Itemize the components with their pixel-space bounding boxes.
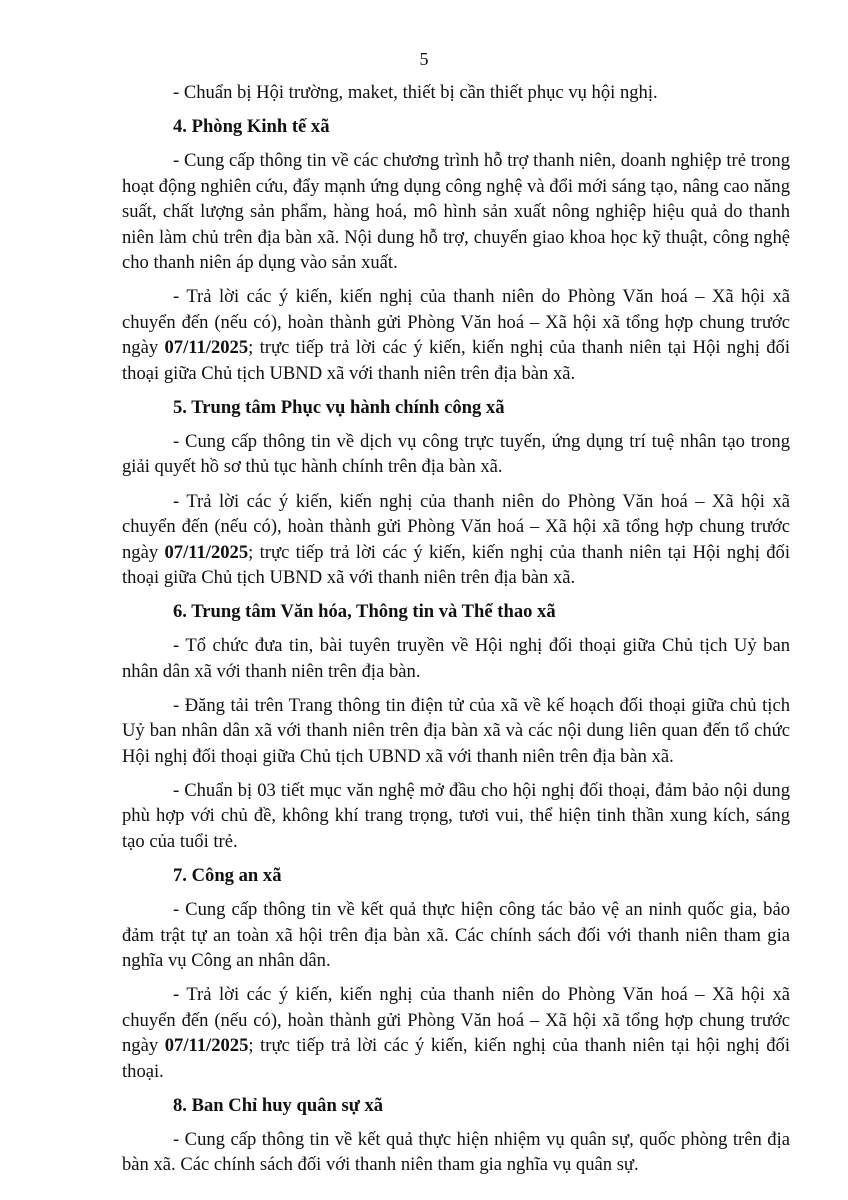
paragraph-text: ; trực tiếp trả lời các ý kiến, kiến nghị của thanh niên tại Hội nghị đối thoại giữa Chủ tịch UBND xã với thanh niên trên địa bàn xã. bbox=[122, 337, 790, 384]
document-body bbox=[122, 80, 790, 1187]
paragraph-text: - Trả lời các ý kiến, kiến nghị của thanh niên do Phòng Văn hoá – Xã hội xã chuyển đến (nếu có), hoàn thành gửi Phòng Văn hoá – Xã hội xã tổng hợp chung trước ngày bbox=[122, 286, 790, 359]
section-heading-8: 8. Ban Chỉ huy quân sự xã bbox=[173, 1094, 384, 1116]
paragraph-text: - Trả lời các ý kiến, kiến nghị của thanh niên do Phòng Văn hoá – Xã hội xã chuyển đến (nếu có), hoàn thành gửi Phòng Văn hoá – Xã hội xã tổng hợp chung trước ngày bbox=[122, 984, 790, 1057]
section-6-paragraph-2: - Đăng tải trên Trang thông tin điện tử của xã về kế hoạch đối thoại giữa chủ tịch Uỷ ban nhân dân xã với thanh niên trên địa bàn xã và các nội dung liên quan đến tổ chức Hội nghị đối thoại giữa Chủ tịch UBND xã với thanh niên trên địa bàn xã. bbox=[122, 694, 790, 767]
paragraph-text: ; trực tiếp trả lời các ý kiến, kiến nghị của thanh niên tại hội nghị đối thoại. bbox=[122, 1035, 790, 1082]
section-heading-6: 6. Trung tâm Văn hóa, Thông tin và Thể thao xã bbox=[173, 601, 556, 623]
section-7-paragraph-1: - Cung cấp thông tin về kết quả thực hiện công tác bảo vệ an ninh quốc gia, bảo đảm trật tự an toàn xã hội trên địa bàn xã. Các chính sách đối với thanh niên tham gia nghĩa vụ Công an nhân dân. bbox=[122, 899, 790, 972]
section-heading-7: 7. Công an xã bbox=[173, 865, 282, 887]
deadline-date: 07/11/2025 bbox=[164, 1035, 249, 1057]
section-7-paragraph-2 bbox=[122, 982, 790, 1084]
deadline-date: 07/11/2025 bbox=[164, 541, 249, 563]
paragraph-text: ; trực tiếp trả lời các ý kiến, kiến nghị của thanh niên tại Hội nghị đối thoại giữa Chủ tịch UBND xã với thanh niên trên địa bàn xã. bbox=[122, 541, 790, 589]
section-8-paragraph-1: - Cung cấp thông tin về kết quả thực hiện nhiệm vụ quân sự, quốc phòng trên địa bàn xã. Các chính sách đối với thanh niên tham gia nghĩa vụ quân sự. bbox=[122, 1128, 790, 1176]
section-6-paragraph-3: - Chuẩn bị 03 tiết mục văn nghệ mở đầu cho hội nghị đối thoại, đảm bảo nội dung phù hợp với chủ đề, không khí trang trọng, tươi vui, thể hiện tinh thần xung kích, sáng tạo của tuổi trẻ. bbox=[122, 779, 790, 852]
paragraph-text: - Trả lời các ý kiến, kiến nghị của thanh niên do Phòng Văn hoá – Xã hội xã chuyển đến (nếu có), hoàn thành gửi Phòng Văn hoá – Xã hội xã tổng hợp chung trước ngày bbox=[122, 490, 790, 563]
page-number: 5 bbox=[419, 49, 429, 69]
deadline-date: 07/11/2025 bbox=[164, 337, 249, 359]
section-heading-5: 5. Trung tâm Phục vụ hành chính công xã bbox=[173, 396, 505, 418]
section-4-paragraph-1: - Cung cấp thông tin về các chương trình hỗ trợ thanh niên, doanh nghiệp trẻ trong hoạt động nghiên cứu, đẩy mạnh ứng dụng công nghệ và đổi mới sáng tạo, nâng cao năng suất, chất lượng sản phẩm, hàng hoá, mô hình sản xuất nông nghiệp hiệu quả do thanh niên làm chủ trên địa bàn xã. Nội dung hỗ trợ, chuyển giao khoa học kỹ thuật, công nghệ cho thanh niên áp dụng vào sản xuất. bbox=[122, 150, 790, 274]
intro-paragraph: - Chuẩn bị Hội trường, maket, thiết bị cần thiết phục vụ hội nghị. bbox=[173, 82, 658, 103]
section-5-paragraph-1: - Cung cấp thông tin về dịch vụ công trực tuyến, ứng dụng trí tuệ nhân tạo trong giải quyết hồ sơ thủ tục hành chính trên địa bàn xã. bbox=[122, 430, 790, 478]
section-6-paragraph-1: - Tổ chức đưa tin, bài tuyên truyền về Hội nghị đối thoại giữa Chủ tịch Uỷ ban nhân dân xã với thanh niên trên địa bàn. bbox=[122, 635, 790, 682]
section-4-paragraph-2 bbox=[122, 284, 790, 386]
section-heading-4: 4. Phòng Kinh tế xã bbox=[173, 116, 330, 138]
section-5-paragraph-2 bbox=[122, 489, 790, 591]
